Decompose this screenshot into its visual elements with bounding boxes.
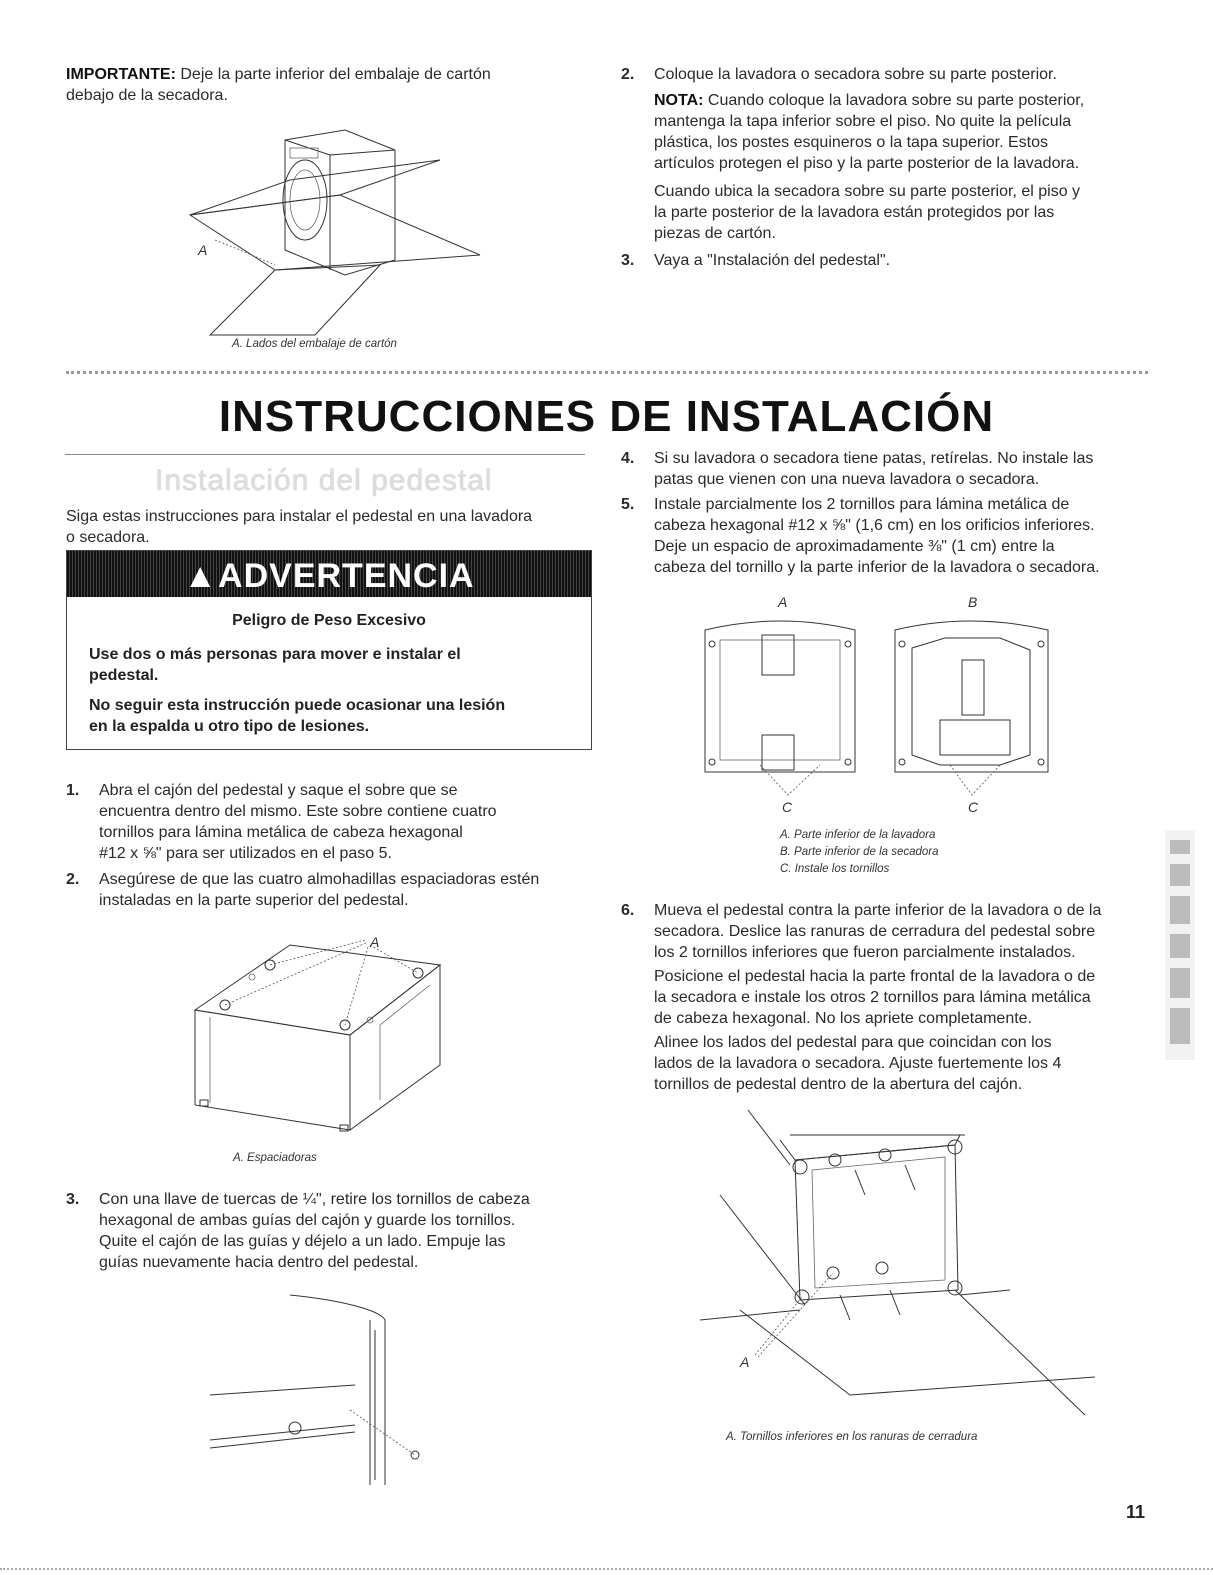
section-title: Instalación del pedestal [155,464,493,497]
label-a-washer: A [778,594,788,610]
keyhole-callout-a: A [740,1354,750,1370]
important-label: IMPORTANTE: [66,66,176,83]
margin-tab-graphic [1160,830,1200,1060]
label-c-dryer: C [968,799,979,815]
step-3-top: 3. Vaya a "Instalación del pedestal". [621,252,891,269]
bottom-rule [0,1568,1213,1570]
warning-banner [67,551,591,597]
left-step-1: 1. Abra el cajón del pedestal y saque el sobre que se encuentra dentro del mismo. Este sobre contiene cuatro tornillos para lámina metálica de cabeza hexagonal #12 x ⅝" para ser utilizados en el paso 5. [66,782,497,862]
left-step-2: 2. Asegúrese de que las cuatro almohadillas espaciadoras estén instaladas en la parte superior del pedestal. [66,871,540,909]
right-step-5: 5. Instale parcialmente los 2 tornillos para lámina metálica de cabeza hexagonal #12 x ⅝" (1,6 cm) en los orificios inferiores. Deje un espacio de aproximadamente ⅜" (1 cm) entre la cabeza del tornillo y la parte inferior de la lavadora o secadora. [621,496,1100,576]
important-line-2: debajo de la secadora. [66,87,228,104]
keyhole-caption: A. Tornillos inferiores en los ranuras de cerradura [726,1431,978,1443]
spacer-caption: A. Espaciadoras [233,1152,317,1164]
label-c-washer: C [782,799,793,815]
drawer-guide-figure [210,1290,430,1490]
warning-triangle-icon: ▲ [183,557,219,595]
nota-block: NOTA: Cuando coloque la lavadora sobre su parte posterior, mantenga la tapa inferior sobre el piso. No quite la película plástica, los postes esquineros o la tapa superior. Estos artículos protegen el piso y la parte posterior de la lavadora. [654,92,1085,172]
cardboard-protection-text: Cuando ubica la secadora sobre su parte posterior, el piso y la parte posterior de la lavadora están protegidos por las piezas de cartón. [654,183,1081,242]
important-line-1: Deje la parte inferior del embalaje de cartón [180,66,491,83]
cardboard-callout-a: A [198,242,208,258]
left-step-3: 3. Con una llave de tuercas de ¼", retire los tornillos de cabeza hexagonal de ambas guías del cajón y guarde los tornillos. Quite el cajón de las guías y déjelo a un lado. Empuje las guías nuevamente hacia dentro del pedestal. [66,1191,530,1271]
spacer-callout-a: A [370,934,380,950]
important-note [66,64,586,106]
step-2-top: 2. Coloque la lavadora o secadora sobre su parte posterior. [621,66,1057,83]
page-title: INSTRUCCIONES DE INSTALACIÓN [218,392,995,441]
right-step-4: 4. Si su lavadora o secadora tiene patas, retírelas. No instale las patas que vienen con una nueva lavadora o secadora. [621,450,1094,488]
warning-paragraph-1: Use dos o más personas para mover e instalar el pedestal. [89,646,461,684]
intro-text: Siga estas instrucciones para instalar el pedestal en una lavadora o secadora. [66,508,533,546]
section-rule [65,454,585,455]
warning-banner-text: ADVERTENCIA [218,557,475,595]
warning-paragraph-2: No seguir esta instrucción puede ocasionar una lesión en la espalda u otro tipo de lesiones. [89,697,506,735]
page-number: 11 [1126,1502,1146,1522]
label-b-dryer: B [968,594,978,610]
cardboard-caption: A. Lados del embalaje de cartón [232,338,397,350]
nota-label: NOTA: [654,92,704,109]
section-separator [66,371,1148,374]
right-step-6: 6. Mueva el pedestal contra la parte inferior de la lavadora o de la secadora. Deslice las ranuras de cerradura del pedestal sobre los 2 tornillos inferiores que fueron parcialmente instalados. Posicione el pedestal hacia la parte frontal de la lavadora o de la secadora e instale los otros 2 tornillos para lámina metálica de cabeza hexagonal. No los apriete completamente. Alinee los lados del pedestal para que coincidan con los lados de la lavadora o secadora. Ajuste fuertemente los 4 tornillos de pedestal dentro de la abertura del cajón. [621,902,1102,1093]
bottom-view-figure [700,590,1060,815]
spacer-figure [190,925,450,1140]
warning-subtitle: Peligro de Peso Excesivo [232,612,426,629]
bottom-view-captions: A. Parte inferior de la lavadora B. Parte inferior de la secadora C. Instale los tornillos [780,829,939,875]
cardboard-figure [180,110,490,340]
warning-box [66,550,592,750]
keyhole-screw-figure [700,1105,1100,1425]
